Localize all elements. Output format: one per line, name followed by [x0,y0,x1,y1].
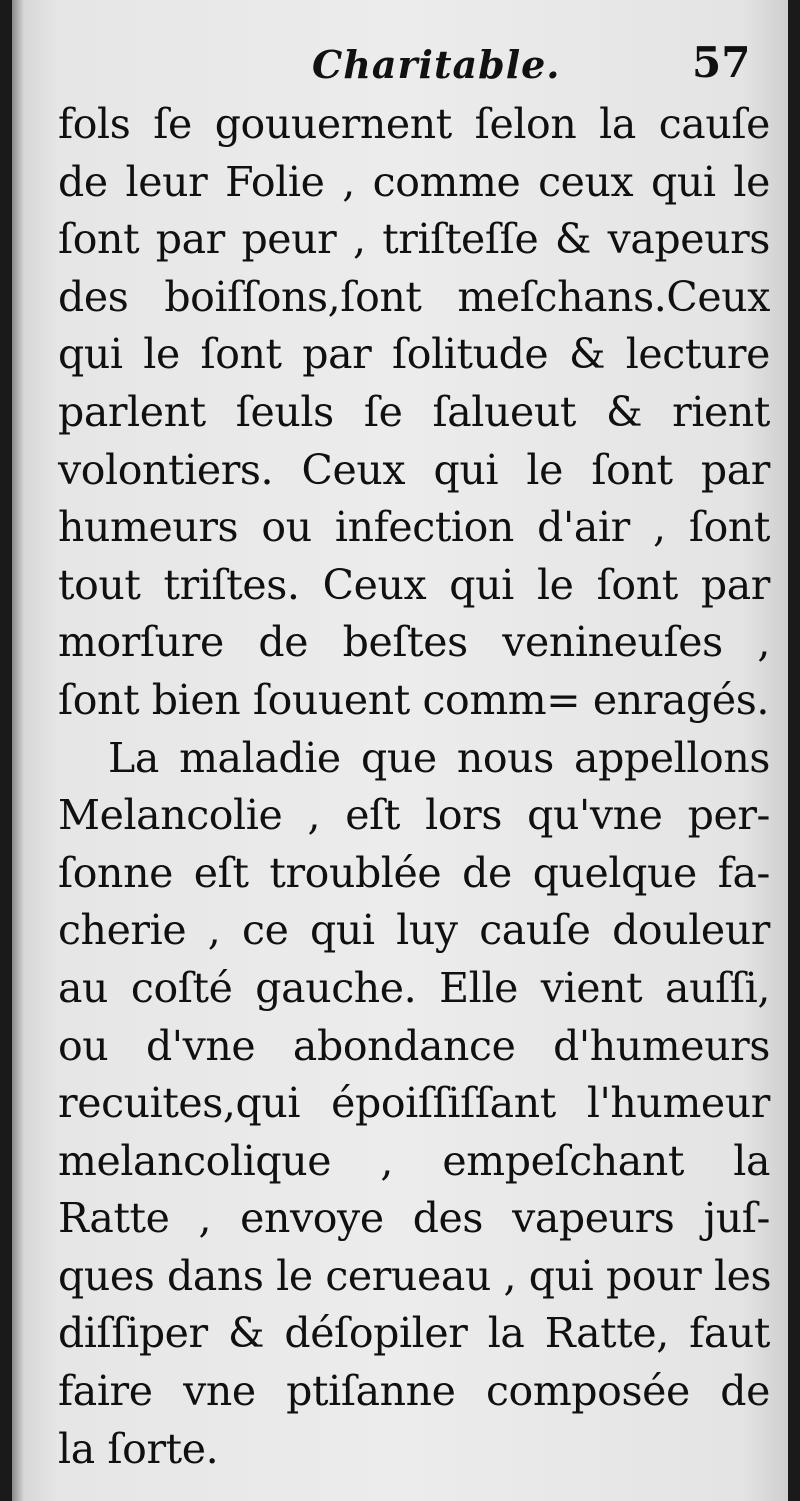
text-line: diſſiper & déſopiler la Ratte, faut [58,1309,770,1358]
text-line: Melancolie , eſt lors qu'vne per- [58,791,770,840]
paragraph-1 [58,96,770,730]
book-page [12,0,788,1501]
text-line: au coſté gauche. Elle vient auſſi, [58,963,770,1012]
text-line: morſure de beſtes venineuſes , [58,618,770,667]
page-number: 57 [692,38,751,87]
text-line: faire vne ptiſanne composée de [58,1367,770,1416]
body-text [58,96,770,1478]
text-line: fols ſe gouuernent ſelon la cauſe [58,100,770,148]
text-line: humeurs ou infection d'air , ſont [58,503,770,552]
text-line: cherie , ce qui luy cauſe douleur [58,906,770,955]
text-line: qui le ſont par ſolitude & lecture [58,330,770,379]
text-line: ſont bien ſouuent comm= enragés. [58,675,769,724]
text-line: La maladie que nous appellons [108,733,770,782]
text-line: parlent ſeuls ſe ſalueut & rient [58,387,770,436]
text-line: ſont par peur , triſteſſe & vapeurs [58,215,770,264]
text-line: ou d'vne abondance d'humeurs [58,1021,770,1070]
text-line: melancolique , empeſchant la [58,1136,770,1185]
text-line: tout triſtes. Ceux qui le ſont par [58,560,770,609]
text-line: recuites,qui époiſſiſſant l'humeur [58,1079,770,1128]
text-line: volontiers. Ceux qui le ſont par [58,445,770,494]
text-line: ques dans le cerueau , qui pour les [58,1251,772,1300]
page-gutter-shadow [12,0,24,1501]
text-line: Ratte , envoye des vapeurs juſ- [58,1194,770,1243]
text-line: de leur Folie , comme ceux qui le [58,157,770,206]
paragraph-2 [58,730,770,1479]
page-header [12,38,788,98]
text-line: la ſorte. [58,1424,219,1473]
text-line: des boiſſons,ſont meſchans.Ceux [58,272,770,321]
running-title: Charitable. [312,42,561,87]
text-line: ſonne eſt troublée de quelque fa- [58,848,770,897]
